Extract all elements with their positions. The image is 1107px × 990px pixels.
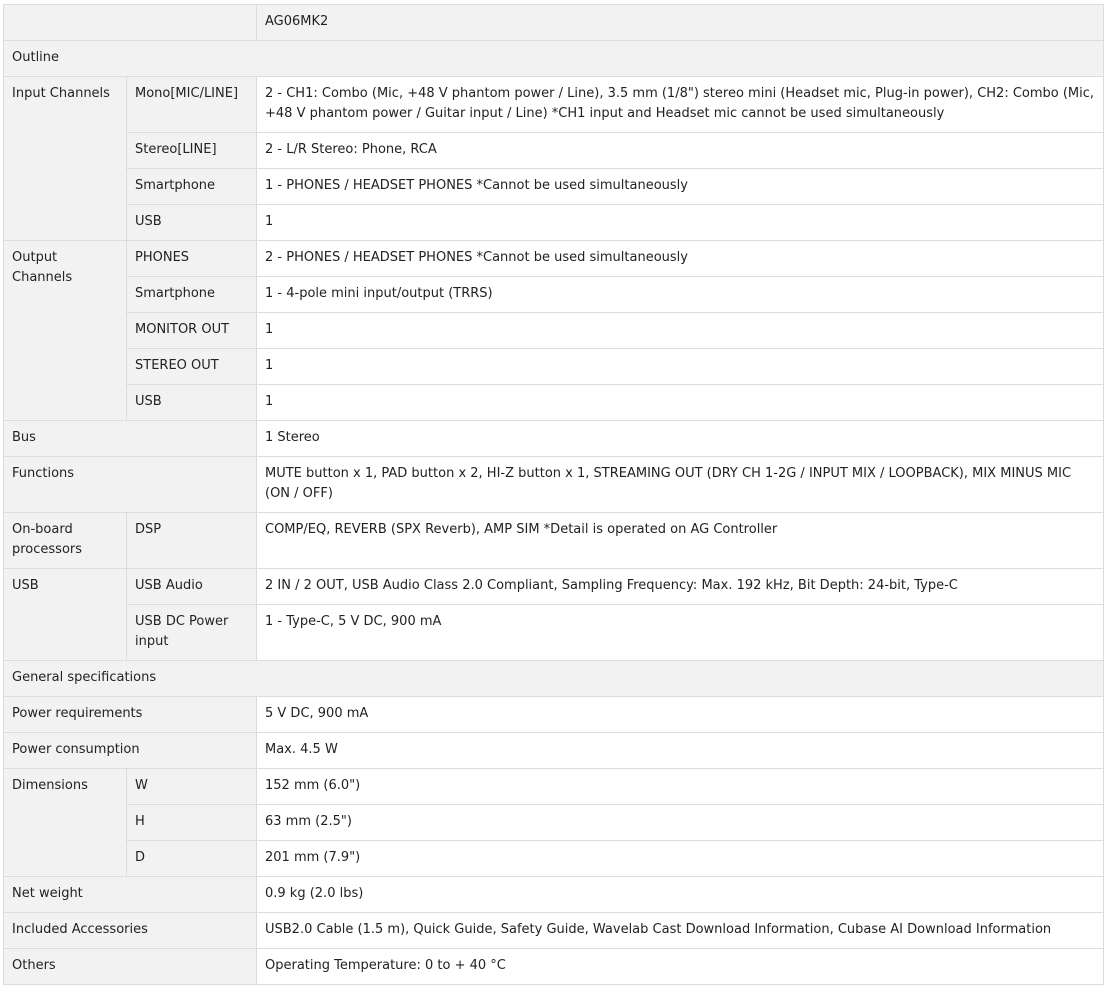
row-label-included-accessories: Included Accessories xyxy=(4,913,257,949)
spec-value: Operating Temperature: 0 to + 40 °C xyxy=(257,949,1104,985)
spec-value: 1 xyxy=(257,205,1104,241)
spec-value: 1 xyxy=(257,313,1104,349)
row-label-power-consumption: Power consumption xyxy=(4,733,257,769)
table-row xyxy=(4,513,1104,569)
spec-value: 2 - L/R Stereo: Phone, RCA xyxy=(257,133,1104,169)
spec-value: 2 IN / 2 OUT, USB Audio Class 2.0 Compliant, Sampling Frequency: Max. 192 kHz, Bit Depth: 24-bit, Type-C xyxy=(257,569,1104,605)
row-label-output-channels: Output Channels xyxy=(4,241,127,421)
table-row xyxy=(4,569,1104,605)
table-row xyxy=(4,313,1104,349)
row-label-net-weight: Net weight xyxy=(4,877,257,913)
spec-value: 2 - PHONES / HEADSET PHONES *Cannot be used simultaneously xyxy=(257,241,1104,277)
spec-value: 2 - CH1: Combo (Mic, +48 V phantom power / Line), 3.5 mm (1/8") stereo mini (Headset mic, Plug-in power), CH2: Combo (Mic, +48 V phantom power / Guitar input / Line) *CH1 input and Headset mic cannot be used simultaneously xyxy=(257,77,1104,133)
section-row-outline xyxy=(4,41,1104,77)
spec-value: 1 xyxy=(257,385,1104,421)
sub-label: Smartphone xyxy=(127,277,257,313)
sub-label: Mono[MIC/LINE] xyxy=(127,77,257,133)
sub-label: W xyxy=(127,769,257,805)
section-row-general xyxy=(4,661,1104,697)
sub-label: H xyxy=(127,805,257,841)
sub-label: USB xyxy=(127,385,257,421)
table-row xyxy=(4,877,1104,913)
section-title-outline: Outline xyxy=(4,41,1104,77)
row-label-others: Others xyxy=(4,949,257,985)
table-row xyxy=(4,697,1104,733)
table-row xyxy=(4,605,1104,661)
table-row xyxy=(4,949,1104,985)
sub-label: USB xyxy=(127,205,257,241)
spec-value: 5 V DC, 900 mA xyxy=(257,697,1104,733)
spec-value: MUTE button x 1, PAD button x 2, HI-Z button x 1, STREAMING OUT (DRY CH 1-2G / INPUT MIX / LOOPBACK), MIX MINUS MIC (ON / OFF) xyxy=(257,457,1104,513)
spec-table xyxy=(3,4,1104,985)
row-label-functions: Functions xyxy=(4,457,257,513)
sub-label: D xyxy=(127,841,257,877)
spec-value: USB2.0 Cable (1.5 m), Quick Guide, Safety Guide, Wavelab Cast Download Information, Cubase AI Download Information xyxy=(257,913,1104,949)
table-row xyxy=(4,77,1104,133)
table-row xyxy=(4,241,1104,277)
sub-label: Smartphone xyxy=(127,169,257,205)
spec-value: Max. 4.5 W xyxy=(257,733,1104,769)
section-title-general: General specifications xyxy=(4,661,1104,697)
header-empty-cell xyxy=(4,5,257,41)
sub-label: MONITOR OUT xyxy=(127,313,257,349)
sub-label: USB Audio xyxy=(127,569,257,605)
spec-value: 1 - Type-C, 5 V DC, 900 mA xyxy=(257,605,1104,661)
table-row xyxy=(4,349,1104,385)
table-row xyxy=(4,169,1104,205)
sub-label: Stereo[LINE] xyxy=(127,133,257,169)
row-label-input-channels: Input Channels xyxy=(4,77,127,241)
sub-label: USB DC Power input xyxy=(127,605,257,661)
spec-value: COMP/EQ, REVERB (SPX Reverb), AMP SIM *Detail is operated on AG Controller xyxy=(257,513,1104,569)
table-row xyxy=(4,5,1104,41)
table-row xyxy=(4,457,1104,513)
spec-value: 1 - PHONES / HEADSET PHONES *Cannot be used simultaneously xyxy=(257,169,1104,205)
spec-value: 201 mm (7.9") xyxy=(257,841,1104,877)
sub-label: STEREO OUT xyxy=(127,349,257,385)
table-row xyxy=(4,769,1104,805)
table-row xyxy=(4,277,1104,313)
table-row xyxy=(4,205,1104,241)
sub-label: DSP xyxy=(127,513,257,569)
table-row xyxy=(4,385,1104,421)
table-row xyxy=(4,133,1104,169)
spec-value: 152 mm (6.0") xyxy=(257,769,1104,805)
table-row xyxy=(4,805,1104,841)
table-row xyxy=(4,733,1104,769)
row-label-onboard-processors: On-board processors xyxy=(4,513,127,569)
sub-label: PHONES xyxy=(127,241,257,277)
model-name: AG06MK2 xyxy=(257,5,1104,41)
row-label-usb: USB xyxy=(4,569,127,661)
spec-value: 63 mm (2.5") xyxy=(257,805,1104,841)
spec-value: 0.9 kg (2.0 lbs) xyxy=(257,877,1104,913)
row-label-dimensions: Dimensions xyxy=(4,769,127,877)
spec-value: 1 Stereo xyxy=(257,421,1104,457)
row-label-bus: Bus xyxy=(4,421,257,457)
spec-value: 1 - 4-pole mini input/output (TRRS) xyxy=(257,277,1104,313)
table-row xyxy=(4,421,1104,457)
table-row xyxy=(4,841,1104,877)
spec-value: 1 xyxy=(257,349,1104,385)
table-row xyxy=(4,913,1104,949)
row-label-power-requirements: Power requirements xyxy=(4,697,257,733)
